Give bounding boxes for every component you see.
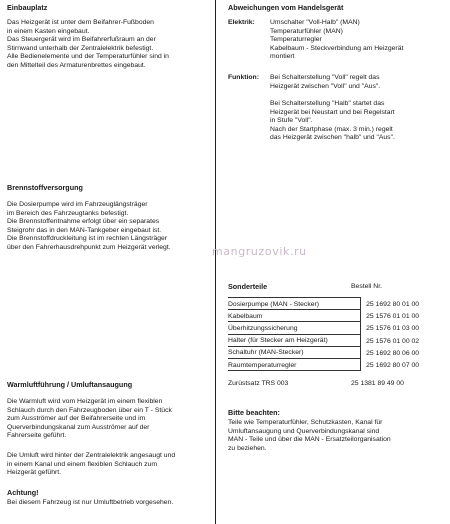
parts-table [228,297,438,371]
elektrik-line: Temperaturregler [270,36,322,44]
warmluft-heading: Warmluftführung / Umluftansaugung [7,380,133,389]
part-number: 25 1576 01 03 00 [366,325,420,333]
bitte-beachten-text [228,419,443,453]
watermark: mangruzovik.ru [212,245,307,258]
brennstoff-line: Die Brennstoffentnahme erfolgt über ein separates [7,218,160,226]
brennstoff-text [7,201,211,253]
funktion-line: Bei Schalterstellung "Voll" regelt das [270,74,380,81]
right-column [228,0,443,524]
einbauplatz-line: Alle Bedienelemente und der Temperaturfühler sind in [7,53,169,61]
funktion-line: Nach der Startphase (max. 3 min.) regelt [270,125,393,133]
einbauplatz-text [7,19,211,71]
bitte-line: zu beziehen. [228,444,267,452]
umluft-line: Die Umluft wird hinter der Zentralelektrik angesaugt und [7,452,176,459]
table-row [228,310,438,322]
brennstoff-heading: Brennstoffversorgung [7,183,83,192]
bitte-line: Umluftansaugung und Querverbindungskanal sind [228,427,380,435]
funktion-line: in Stufe "Voll". [270,117,313,125]
part-name: Schaltuhr (MAN-Stecker) [228,346,361,358]
table-row [228,298,438,310]
elektrik-line: montiert [270,53,295,61]
funktion-label: Funktion: [228,74,259,81]
umluft-line: Heizgerät geführt. [7,469,62,477]
part-number: 25 1692 80 07 00 [366,362,420,370]
table-row [228,346,438,358]
zuruestsatz-name: Zurüstsatz TRS 003 [228,380,289,387]
left-column [7,0,211,524]
achtung-text: Bei diesem Fahrzeug ist nur Umluftbetrieb vorgesehen. [7,499,174,506]
part-name: Kabelbaum [228,310,361,322]
bitte-line: Teile wie Temperaturfühler, Schutzkasten, Kanal für [228,419,383,426]
einbauplatz-line: in einem Kasten eingebaut. [7,27,90,35]
brennstoff-line: über den Fahrerhausdrehpunkt zum Heizgerät verlegt. [7,243,171,251]
elektrik-line: Temperaturfühler (MAN) [270,27,343,35]
part-number: 25 1576 01 00 02 [366,337,420,345]
bitte-line: MAN - Teile und über die MAN - Ersatzteilorganisation [228,436,391,444]
brennstoff-line: Die Dosierpumpe wird im Fahrzeuglängsträger [7,201,148,208]
warmluft-line: Die Warmluft wird vom Heizgerät im einem flexiblen [7,398,163,405]
warmluft-text-2 [7,452,211,478]
einbauplatz-line: Das Heizgerät ist unter dem Beifahrer-Fußboden [7,19,154,26]
warmluft-line: Fahrerseite geführt. [7,432,67,440]
part-number: 25 1692 80 06 00 [366,349,420,357]
bestell-nr-header: Bestell Nr. [351,283,382,290]
sonderteile-heading: Sonderteile [228,282,268,291]
elektrik-label: Elektrik: [228,19,255,26]
abweichungen-heading: Abweichungen vom Handelsgerät [228,3,344,12]
einbauplatz-line: Das Steuergerät wird im Beifahrerfußraum an der [7,36,156,44]
funktion-line: das Heizgerät zwischen "halb" und "Aus". [270,134,395,142]
warmluft-line: Schlauch durch den Fahrzeugboden über ein T - Stück [7,406,172,414]
elektrik-line: Kabelbaum - Steckverbindung am Heizgerät [270,44,404,52]
part-name: Überhitzungssicherung [228,322,361,334]
part-number: 25 1576 01 01 00 [366,313,420,321]
einbauplatz-heading: Einbauplatz [7,3,48,12]
warmluft-line: Querverbindungskanal zum Ausströmer auf der [7,423,150,431]
brennstoff-line: im Bereich des Fahrzeugtanks befestigt. [7,209,129,217]
achtung-heading: Achtung! [7,488,39,497]
funktion-line: Heizgerät zwischen "Voll" und "Aus". [270,82,381,90]
table-row [228,322,438,334]
elektrik-text [270,19,440,62]
brennstoff-line: Die Brennstoffdruckleitung ist im rechten Längsträger [7,235,168,243]
bitte-beachten-heading: Bitte beachten: [228,408,280,417]
table-row [228,358,438,370]
part-name: Dosierpumpe (MAN - Stecker) [228,298,361,310]
warmluft-line: zum Ausströmer auf der Beifahrerseite und im [7,415,146,423]
umluft-line: in einem Kanal und einem flexiblen Schlauch zum [7,460,157,468]
zuruestsatz-number: 25 1381 89 49 00 [351,380,404,387]
funktion-text-2 [270,100,440,143]
table-row [228,334,438,346]
einbauplatz-line: Stirnwand unterhalb der Zentralelektrik befestigt. [7,44,154,52]
elektrik-line: Umschalter "Voll-Halb" (MAN) [270,19,360,26]
part-name: Raumtemperaturregler [228,358,361,370]
einbauplatz-line: den Mittelteil des Armaturenbrettes eingebaut. [7,61,146,69]
funktion-line: Bei Schalterstellung "Halb" startet das [270,100,385,107]
brennstoff-line: Steigrohr das in den MAN-Tankgeber eingebaut ist. [7,226,162,234]
funktion-text-1 [270,74,440,91]
column-divider [215,0,216,524]
part-name: Halter (für Stecker am Heizgerät) [228,334,361,346]
funktion-line: Heizgerät bei Neustart und bei Regelstart [270,108,395,116]
part-number: 25 1692 80 01 00 [366,301,420,309]
warmluft-text-1 [7,398,211,441]
